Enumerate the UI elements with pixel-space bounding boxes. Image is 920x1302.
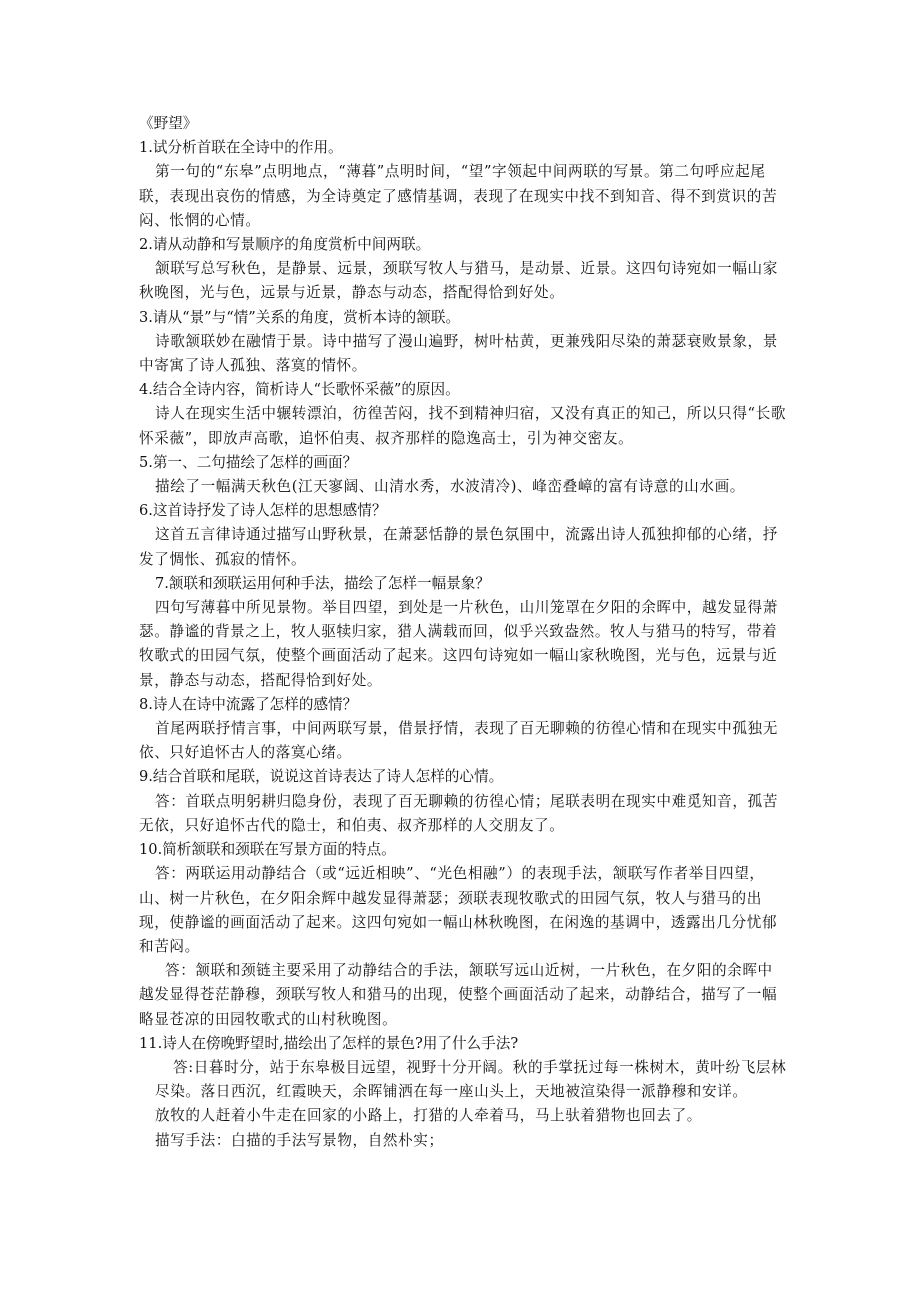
- poem-title: 《野望》: [139, 115, 198, 132]
- question-3: 3.请从“景”与“情”关系的角度，赏析本诗的颔联。: [139, 308, 461, 326]
- answer-9: 答：首联点明躬耕归隐身份，表现了百无聊赖的彷徨心情；尾联表明在现实中难觅知音，孤苦无依，只好追怀古代的隐士，和伯夷、叔齐那样的人交朋友了。: [139, 792, 778, 834]
- question-1: 1.试分析首联在全诗中的作用。: [139, 139, 343, 157]
- answer-2: 颔联写总写秋色，是静景、远景，颈联写牧人与猎马，是动景、近景。这四句诗宛如一幅山家秋晚图，光与色，远景与近景，静态与动态，搭配得恰到好处。: [139, 260, 778, 302]
- answer-11-first: 答:日暮时分，站于东皋极目远望，视野十分开阔。秋的手掌抚过每一株树木，黄叶纷飞层林尽染。落日西沉，红霞映天，余晖铺洒在每一座山头上，天地被渲染得一派静穆和安详。: [155, 1058, 787, 1101]
- question-9: 9.结合首联和尾联，说说这首诗表达了诗人怎样的心情。: [139, 768, 504, 786]
- answer-6: 这首五言律诗通过描写山野秋景，在萧瑟恬静的景色氛围中，流露出诗人孤独抑郁的心绪，抒发了惆怅、孤寂的情怀。: [139, 526, 778, 568]
- answer-8: 首尾两联抒情言事，中间两联写景，借景抒情，表现了百无聊赖的彷徨心情和在现实中孤独无依、只好追怀古人的落寞心绪。: [139, 720, 778, 762]
- answer-11-second: 放牧的人赶着小牛走在回家的小路上，打猎的人牵着马，马上驮着猎物也回去了。: [155, 1107, 702, 1125]
- answer-11-third: 描写手法：白描的手法写景物，自然朴实；: [155, 1131, 444, 1149]
- answer-3: 诗歌颔联妙在融情于景。诗中描写了漫山遍野，树叶枯黄，更兼残阳尽染的萧瑟衰败景象，景中寄寓了诗人孤独、落寞的情怀。: [139, 332, 778, 375]
- answer-4: 诗人在现实生活中辗转漂泊，彷徨苦闷，找不到精神归宿，又没有真正的知己，所以只得“长歌怀采薇”，即放声高歌，追怀伯夷、叔齐那样的隐逸高士，引为神交密友。: [139, 405, 787, 447]
- answer-10-second: 答：颔联和颈链主要采用了动静结合的手法，颔联写远山近树，一片秋色，在夕阳的余晖中越发显得苍茫静穆，颈联写牧人和猎马的出现，使整个画面活动了起来，动静结合，描写了一幅略显苍凉的田园牧歌式的山村秋晚图。: [139, 962, 778, 1028]
- answer-1: 第一句的“东皋”点明地点，“薄暮”点明时间，“望”字领起中间两联的写景。第二句呼应起尾联，表现出哀伤的情感，为全诗奠定了感情基调，表现了在现实中找不到知音、得不到赏识的苦闷、怅惘的心情。: [139, 163, 778, 229]
- question-4: 4.结合全诗内容，简析诗人“长歌怀采薇”的原因。: [139, 381, 460, 399]
- question-6: 6.这首诗抒发了诗人怎样的思想感情？: [139, 502, 387, 520]
- answer-10-first: 答：两联运用动静结合（或“远近相映”、“光色相融”）的表现手法，颔联写作者举目四望，山、树一片秋色，在夕阳余辉中越发显得萧瑟；颈联表现牧歌式的田园气氛，牧人与猎马的出现，使静谧的画面活动了起来。这四句宛如一幅山林秋晚图，在闲逸的基调中，透露出几分忧郁和苦闷。: [139, 865, 778, 955]
- question-7: 7.颔联和颈联运用何种手法，描绘了怎样一幅景象？: [155, 574, 490, 592]
- document-body: [139, 112, 787, 1153]
- question-10: 10.简析颔联和颈联在写景方面的特点。: [139, 841, 396, 859]
- question-2: 2.请从动静和写景顺序的角度赏析中间两联。: [139, 236, 431, 254]
- question-5: 5.第一、二句描绘了怎样的画面？: [139, 453, 358, 471]
- answer-5: 描绘了一幅满天秋色(江天寥阔、山清水秀，水波清冷)、峰峦叠嶂的富有诗意的山水画。: [155, 478, 745, 496]
- question-11: 11.诗人在傍晚野望时,描绘出了怎样的景色?用了什么手法?: [139, 1034, 519, 1052]
- question-8: 8.诗人在诗中流露了怎样的感情？: [139, 695, 358, 713]
- answer-7: 四句写薄暮中所见景物。举目四望，到处是一片秋色，山川笼罩在夕阳的余晖中，越发显得萧瑟。静谧的背景之上，牧人驱犊归家，猎人满载而回，似乎兴致盎然。牧人与猎马的特写，带着牧歌式的田园气氛，使整个画面活动了起来。这四句诗宛如一幅山家秋晚图，光与色，远景与近景，静态与动态，搭配得恰到好处。: [139, 599, 778, 689]
